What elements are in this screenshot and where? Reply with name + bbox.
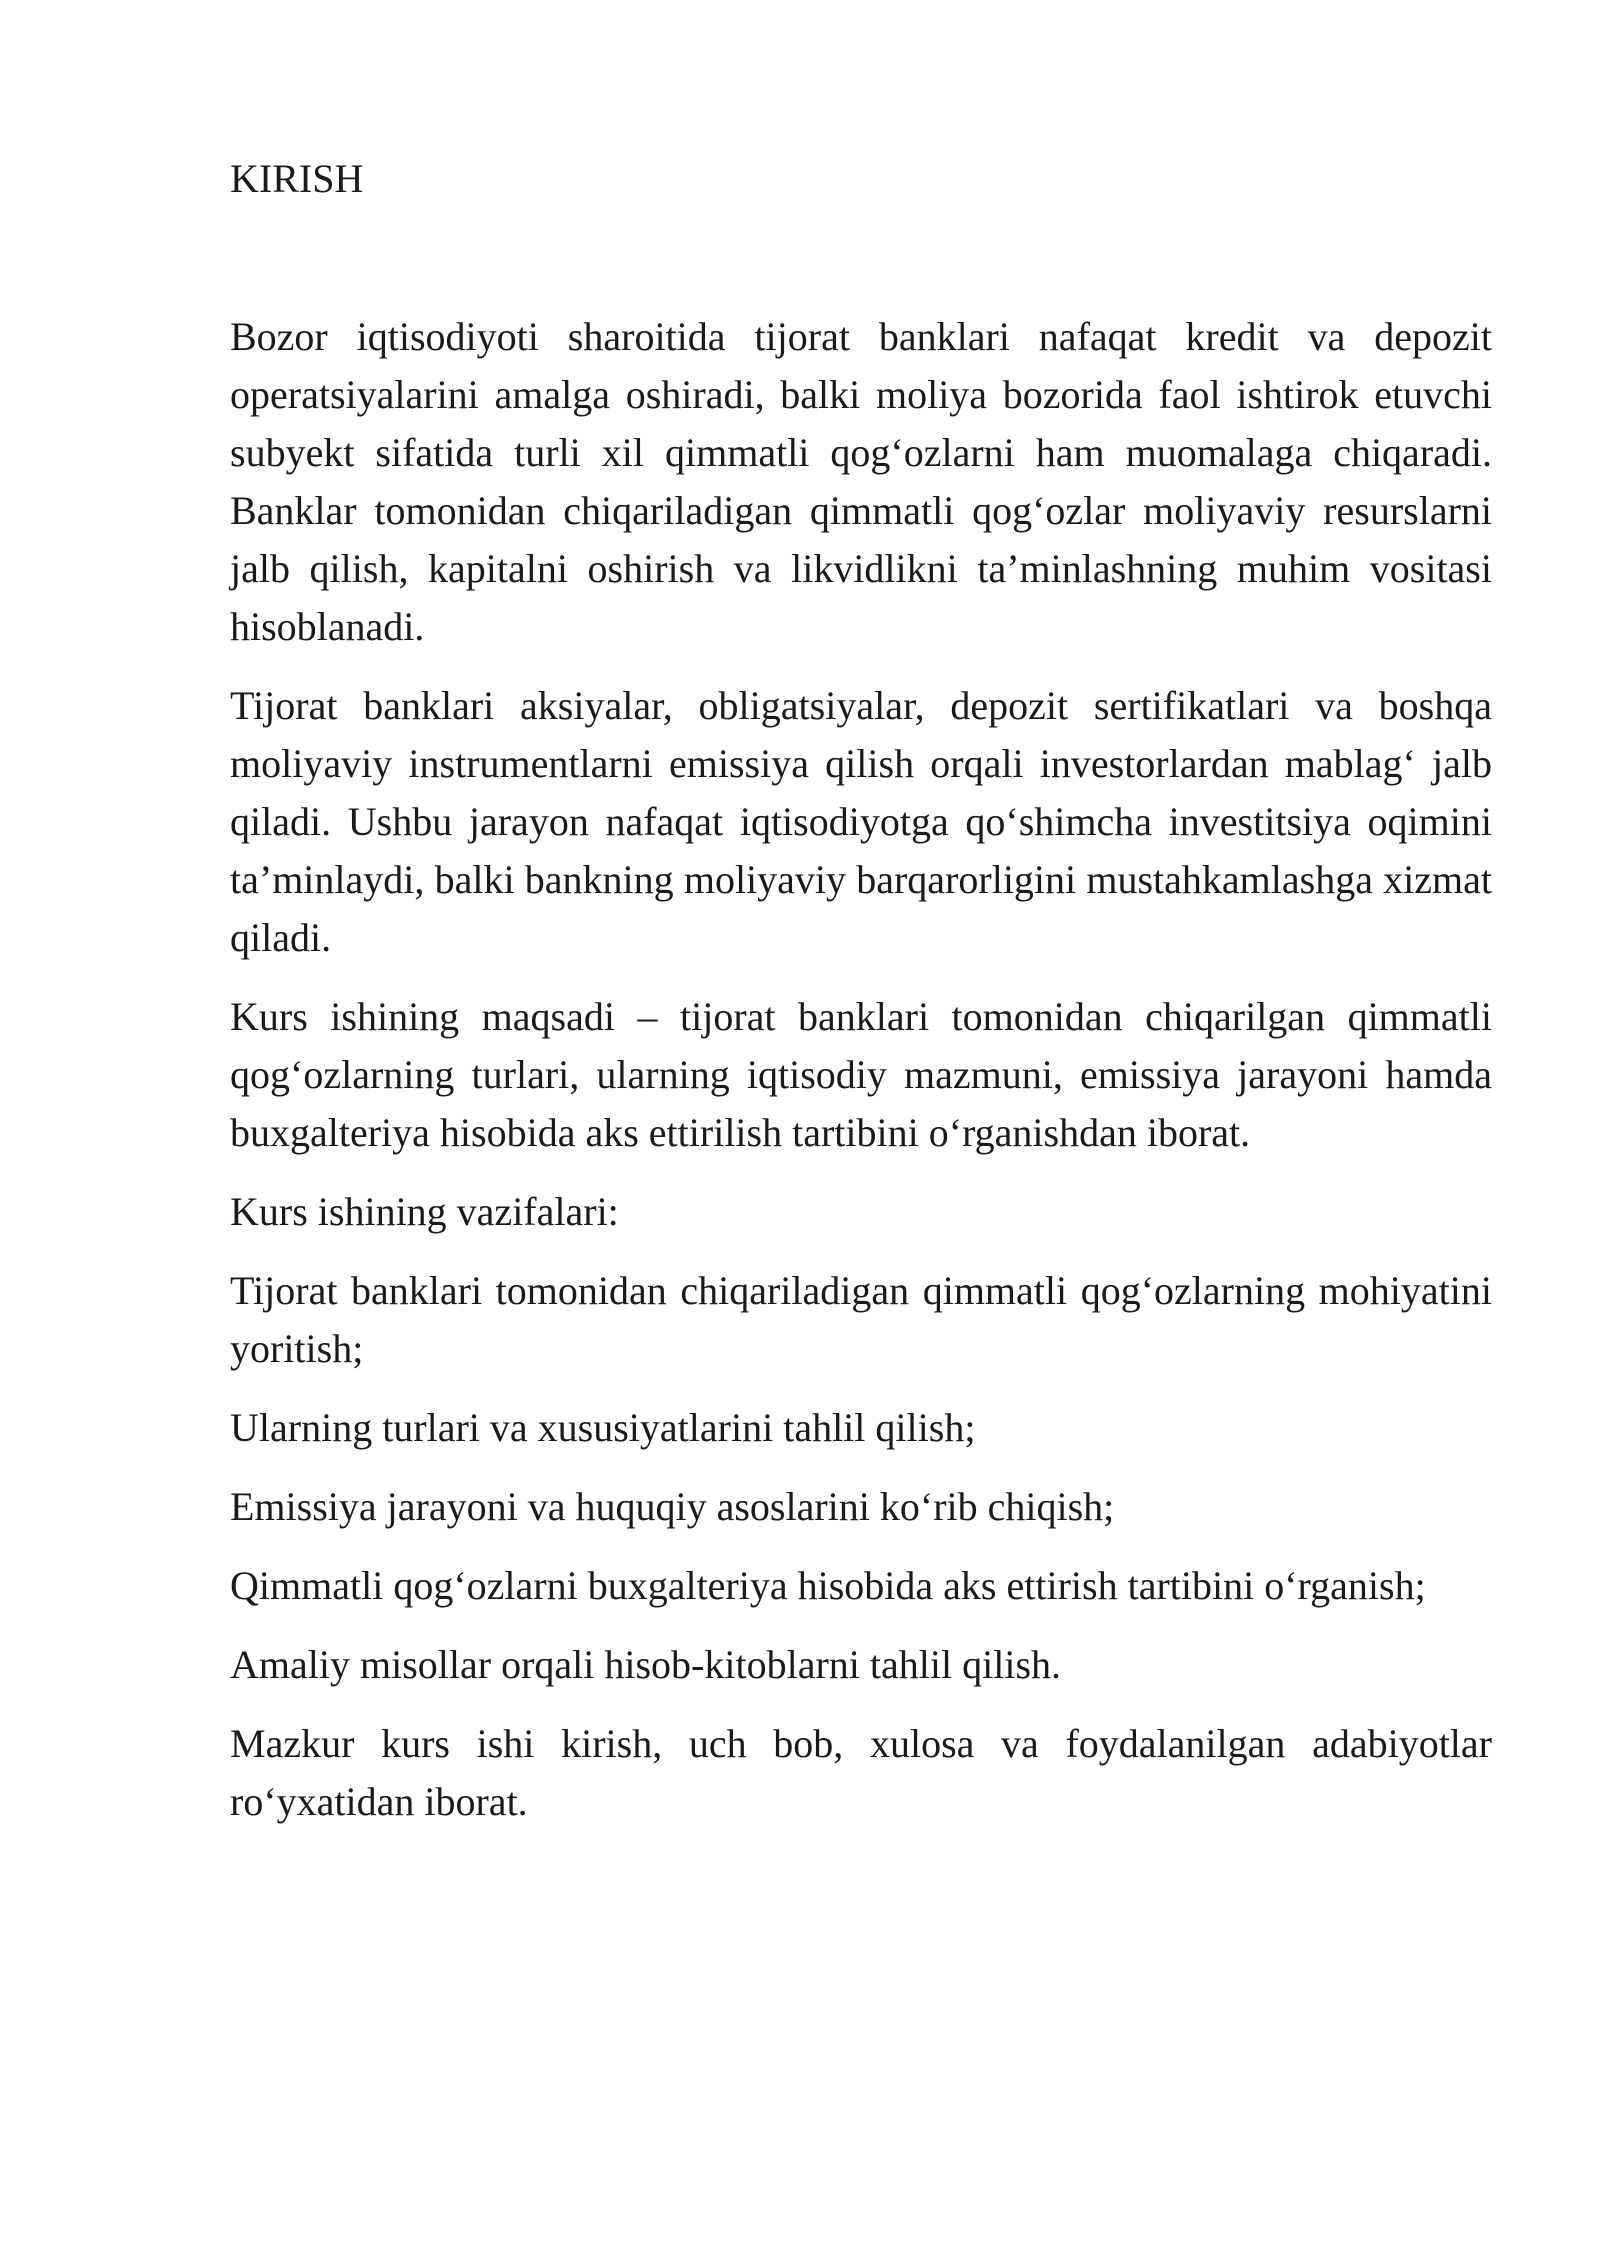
task-item: Amaliy misollar orqali hisob-kitoblarni tahlil qilish.: [230, 1642, 1062, 1687]
document-body: [230, 308, 1492, 1831]
task-item: Qimmatli qog‘ozlarni buxgalteriya hisobida aks ettirish tartibini o‘rganish;: [230, 1563, 1426, 1608]
task-item: Tijorat banklari tomonidan chiqariladigan qimmatli qog‘ozlarning mohiyatini yoritish;: [230, 1268, 1492, 1371]
task-item: Ularning turlari va xususiyatlarini tahlil qilish;: [230, 1405, 976, 1450]
paragraph-instruments: Tijorat banklari aksiyalar, obligatsiyalar, depozit sertifikatlari va boshqa moliyaviy instrumentlarni emissiya qilish orqali investorlardan mablag‘ jalb qiladi. Ushbu jarayon nafaqat iqtisodiyotga qo‘shimcha investitsiya oqimini ta’minlaydi, balki bankning moliyaviy barqarorligini mustahkamlashga xizmat qiladi.: [230, 683, 1492, 960]
task-item: Emissiya jarayoni va huquqiy asoslarini ko‘rib chiqish;: [230, 1484, 1115, 1529]
section-heading: KIRISH: [230, 156, 364, 201]
paragraph-intro: Bozor iqtisodiyoti sharoitida tijorat banklari nafaqat kredit va depozit operatsiyalarini amalga oshiradi, balki moliya bozorida faol ishtirok etuvchi subyekt sifatida turli xil qimmatli qog‘ozlarni ham muomalaga chiqaradi. Banklar tomonidan chiqariladigan qimmatli qog‘ozlar moliyaviy resurslarni jalb qilish, kapitalni oshirish va likvidlikni ta’minlashning muhim vositasi hisoblanadi.: [230, 314, 1492, 649]
document-content: [230, 150, 1492, 1852]
paragraph-tasks-heading: Kurs ishining vazifalari:: [230, 1189, 619, 1234]
paragraph-structure: Mazkur kurs ishi kirish, uch bob, xulosa va foydalanilgan adabiyotlar ro‘yxatidan iborat.: [230, 1721, 1492, 1824]
paragraph-goal: Kurs ishining maqsadi – tijorat banklari tomonidan chiqarilgan qimmatli qog‘ozlarning turlari, ularning iqtisodiy mazmuni, emissiya jarayoni hamda buxgalteriya hisobida aks ettirilish tartibini o‘rganishdan iborat.: [230, 994, 1492, 1155]
